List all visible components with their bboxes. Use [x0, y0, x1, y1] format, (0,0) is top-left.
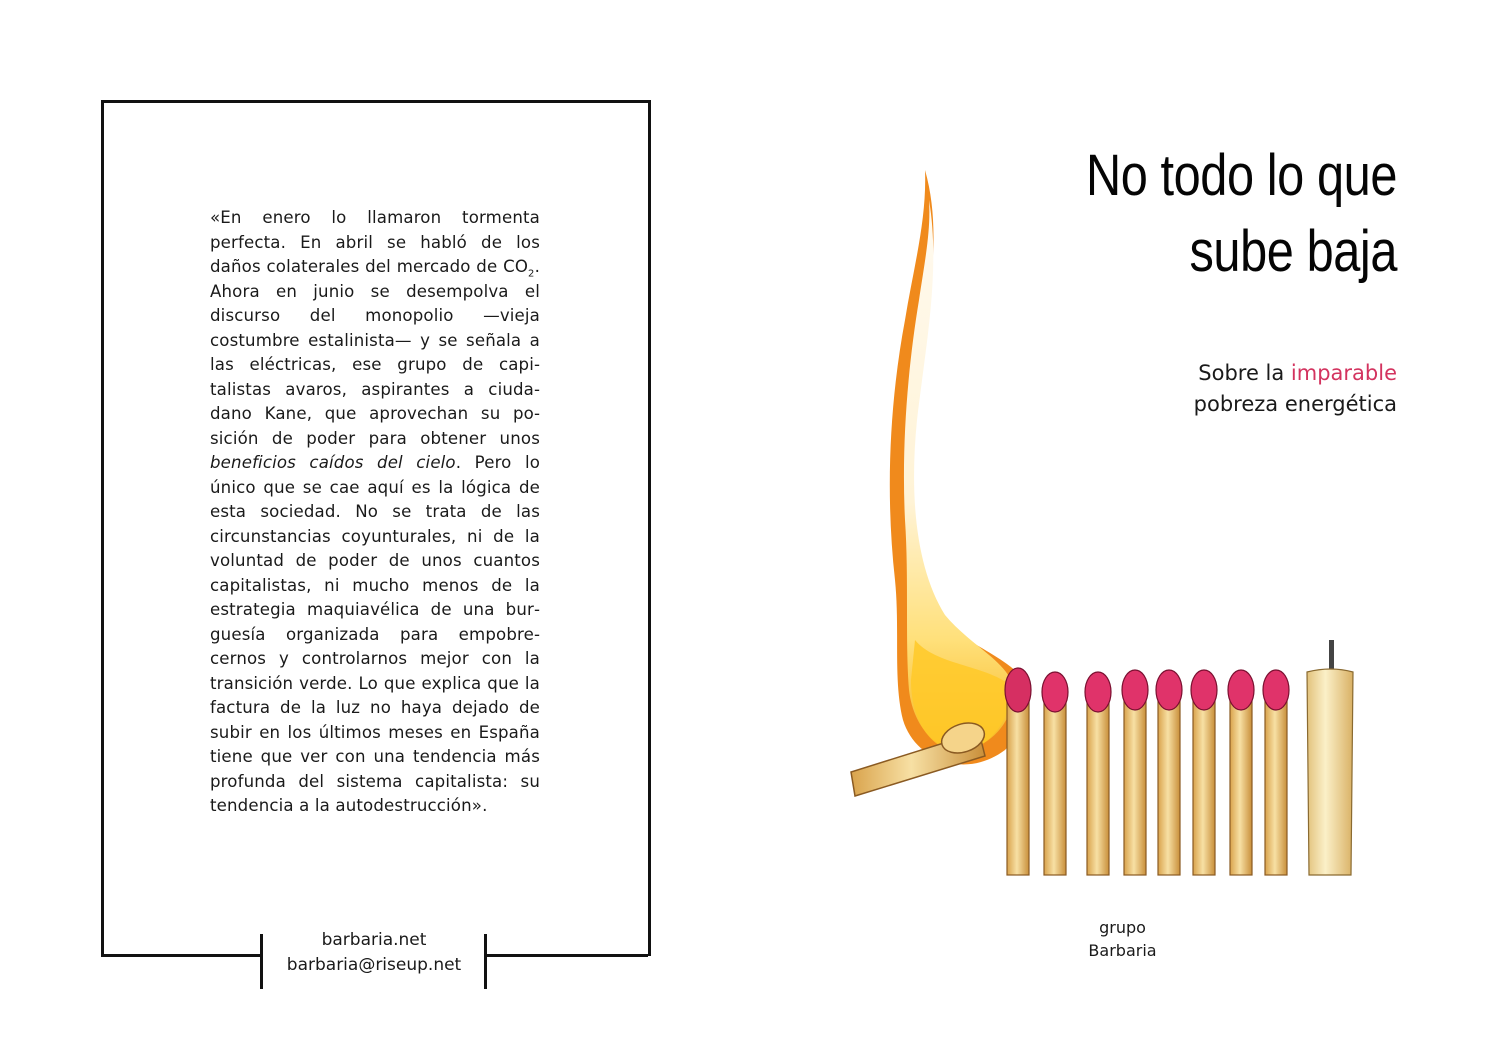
author — [1070, 916, 1175, 962]
burning-matches-illustration — [845, 160, 1385, 880]
website-link[interactable]: barbaria.net — [321, 930, 427, 950]
blurb-text-1: «En enero lo llamaron tormenta perfecta. En abril se habló de los daños colaterales del mercado de CO — [210, 208, 540, 276]
candle — [1307, 640, 1353, 875]
match-7 — [1228, 670, 1254, 875]
blurb-text-2: . Ahora en junio se desempolva el discurso del monopolio —vieja costumbre estalinista— y se señala a las eléctricas, ese grupo de capitalistas avaros, aspirantes a ciudadano Kane, que aprovechan su posición de poder para obtener unos — [210, 257, 540, 448]
frame-tick-right — [484, 934, 487, 989]
match-2 — [1042, 672, 1068, 875]
match-8 — [1263, 670, 1289, 875]
match-4 — [1122, 670, 1148, 875]
match-5 — [1156, 670, 1182, 875]
title-line-2: sube baja — [1189, 219, 1397, 284]
match-1 — [1005, 668, 1031, 875]
back-cover-blurb — [210, 206, 540, 819]
match-3 — [1085, 672, 1111, 875]
blurb-italic: beneficios caídos del cielo — [210, 453, 456, 472]
author-line-1: grupo — [1099, 918, 1146, 937]
subtitle-line-2: pobreza energética — [1193, 392, 1397, 416]
matches-row — [1005, 668, 1289, 875]
blurb-subscript: 2 — [528, 268, 535, 280]
flame — [890, 170, 1025, 764]
frame-tick-left — [260, 934, 263, 989]
frame-bottom-left — [101, 954, 262, 957]
frame-bottom-right — [486, 954, 648, 957]
contact-block — [265, 928, 483, 978]
author-line-2: Barbaria — [1088, 941, 1157, 960]
subtitle-pre: Sobre la — [1198, 361, 1291, 385]
blurb-text-3: . Pero lo único que se cae aquí es la lógica de esta sociedad. No se trata de las circunstancias coyunturales, ni de la voluntad de poder de unos cuantos capitalistas, ni mucho menos de la estrategia maquiavélica de una burguesía organizada para empobrecernos y controlarnos mejor con la transición verde. Lo que explica que la factura de la luz no haya dejado de subir en los últimos meses en España tiene que ver con una tendencia más profunda del sistema capitalista: su tendencia a la autodestrucción». — [210, 453, 541, 815]
title-line-1: No todo lo que — [1085, 143, 1397, 208]
subtitle-accent: imparable — [1290, 361, 1397, 385]
email-link[interactable]: barbaria@riseup.net — [286, 955, 462, 975]
match-6 — [1191, 670, 1217, 875]
